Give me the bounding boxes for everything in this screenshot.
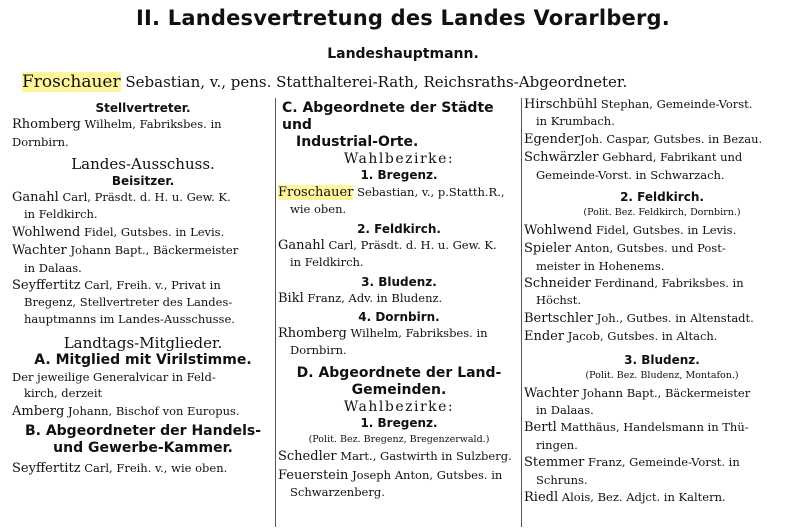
entry-details: Schwarzenberg. <box>290 484 385 499</box>
entry-details: Franz, Gemeinde-Vorst. in <box>588 455 740 470</box>
entry-details: in Dalaas. <box>536 402 594 417</box>
highlighted-name: Froschauer <box>278 184 354 200</box>
entry-details: Jacob, Gutsbes. in Altach. <box>567 329 718 344</box>
entry-details: Wilhelm, Fabriksbes. in <box>84 117 222 132</box>
person-name: Bikl <box>278 291 304 307</box>
person-name: Schwärzler <box>524 150 599 166</box>
person-name: Hirschbühl <box>524 97 598 112</box>
entry-details: Johann Bapt., Bäckermeister <box>70 243 239 258</box>
entry-details: Anton, Gutsbes. und Post- <box>574 241 726 256</box>
entry-details: Dornbirn. <box>290 343 347 358</box>
list-item <box>524 96 800 130</box>
district-header: 1. Bregenz. <box>360 416 438 431</box>
person-name: Ganahl <box>12 190 59 206</box>
entry-details: Carl, Präsdt. d. H. u. Gew. K. <box>62 190 231 205</box>
entry-details: Ferdinand, Fabriksbes. in <box>594 276 744 291</box>
person-name: Feuerstein <box>278 467 349 483</box>
person-name: Riedl <box>524 489 559 505</box>
entry-details: Dornbirn. <box>12 134 69 149</box>
list-item <box>12 242 274 276</box>
person-name: Ganahl <box>278 238 325 254</box>
person-name: Bertl <box>524 420 557 436</box>
list-item <box>12 189 274 223</box>
entry-details: Stephan, Gemeinde-Vorst. <box>600 97 753 111</box>
column-right <box>524 96 800 531</box>
person-name: Wachter <box>524 385 579 401</box>
person-name: Schneider <box>524 276 592 292</box>
entry-details: in Feldkirch. <box>24 207 98 222</box>
entry-details: Gemeinde-Vorst. in Schwarzach. <box>536 167 725 182</box>
entry-details: in Dalaas. <box>24 260 82 275</box>
section-header: Gemeinden. <box>351 381 447 398</box>
list-item <box>524 131 800 148</box>
person-name: Amberg <box>12 403 65 419</box>
section-header: D. Abgeordnete der Land- <box>296 364 502 381</box>
entry-details: ringen. <box>536 437 578 452</box>
district-header: 1. Bregenz. <box>360 168 438 183</box>
district-header: 2. Feldkirch. <box>620 190 704 205</box>
district-header: 3. Bludenz. <box>624 352 700 367</box>
person-name: Bertschler <box>524 310 594 326</box>
section-header: Beisitzer. <box>111 173 175 188</box>
district-subheader: (Polit. Bez. Bregenz, Bregenzerwald.) <box>308 433 490 445</box>
entry-details: in Krumbach. <box>536 114 615 129</box>
section-header: und Gewerbe-Kammer. <box>53 439 233 456</box>
list-item <box>12 460 274 477</box>
list-item <box>524 454 800 488</box>
person-name: Wohlwend <box>524 222 593 238</box>
list-item <box>524 240 800 274</box>
section-header: Wahlbezirke: <box>343 398 455 415</box>
column-divider <box>521 98 522 527</box>
list-item <box>278 325 520 359</box>
page-title: II. Landesvertretung des Landes Vorarlberg. <box>136 6 670 30</box>
section-header: Stellvertreter. <box>95 101 191 115</box>
section-subtitle: Landeshauptmann. <box>327 46 479 62</box>
column-divider <box>275 98 276 527</box>
district-header: 4. Dornbirn. <box>358 309 440 324</box>
section-header: Landes-Ausschuss. <box>71 155 215 174</box>
person-name: Stemmer <box>524 455 585 471</box>
district-header: 3. Bludenz. <box>361 274 437 289</box>
person-name: Wachter <box>12 243 67 259</box>
entry-details: meister in Hohenems. <box>536 258 665 273</box>
entry-details: Schruns. <box>536 472 588 487</box>
list-item <box>278 237 520 271</box>
list-item <box>278 290 520 307</box>
list-item <box>524 275 800 309</box>
entry-details: Höchst. <box>536 293 581 308</box>
entry-details: Joh., Gutbes. in Altenstadt. <box>596 310 754 325</box>
section-header: Landtags-Mitglieder. <box>63 334 223 353</box>
section-header: C. Abgeordnete der Städte und <box>282 100 494 133</box>
section-header: Industrial-Orte. <box>296 134 419 150</box>
entry-details: Fidel, Gutsbes. in Levis. <box>84 224 225 239</box>
entry-details: Wilhelm, Fabriksbes. in <box>350 326 488 341</box>
column-middle <box>278 100 520 531</box>
entry-details: in Feldkirch. <box>290 255 364 270</box>
person-name: Spieler <box>524 241 572 257</box>
entry-details: Franz, Adv. in Bludenz. <box>307 291 443 306</box>
entry-details: Carl, Freih. v., Privat in <box>84 278 221 293</box>
entry-details: Der jeweilige Generalvicar in Feld- <box>12 369 216 384</box>
person-name: Wohlwend <box>12 224 81 240</box>
district-header: 2. Feldkirch. <box>357 221 441 236</box>
landeshauptmann-entry <box>22 72 627 92</box>
person-name: Rhomberg <box>12 117 81 133</box>
list-item <box>524 385 800 419</box>
district-subheader: (Polit. Bez. Bludenz, Montafon.) <box>585 370 739 382</box>
section-header: A. Mitglied mit Virilstimme. <box>34 351 252 368</box>
list-item <box>12 277 274 327</box>
list-item <box>524 419 800 453</box>
entry-details: Johann, Bischof von Europus. <box>67 403 240 418</box>
column-left <box>12 100 274 531</box>
person-name: Schedler <box>278 449 337 465</box>
list-item <box>12 116 274 150</box>
list-item <box>278 448 520 465</box>
section-header: Wahlbezirke: <box>343 151 455 167</box>
entry-details: Joseph Anton, Gutsbes. in <box>352 467 503 482</box>
person-name: Seyffertitz <box>12 278 81 294</box>
entry-details: Sebastian, v., pens. Statthalterei-Rath, Reichsraths-Abgeordneter. <box>125 73 628 91</box>
list-item <box>12 369 274 402</box>
entry-details: Bregenz, Stellvertreter des Landes- <box>24 295 233 310</box>
entry-details: kirch, derzeit <box>24 386 103 401</box>
list-item <box>524 149 800 183</box>
entry-details: Carl, Freih. v., wie oben. <box>84 460 228 475</box>
entry-details: hauptmanns im Landes-Ausschusse. <box>24 311 235 326</box>
entry-details: Alois, Bez. Adjct. in Kaltern. <box>561 489 726 504</box>
entry-details: Matthäus, Handelsmann in Thü- <box>560 420 749 435</box>
list-item <box>12 224 274 241</box>
section-header: B. Abgeordneter der Handels- <box>24 422 262 439</box>
entry-details: Sebastian, v., p.Statth.R., <box>357 184 505 199</box>
entry-details: wie oben. <box>290 202 347 217</box>
list-item <box>278 467 520 501</box>
entry-details: Carl, Präsdt. d. H. u. Gew. K. <box>328 238 497 253</box>
list-item <box>524 328 800 345</box>
list-item <box>524 222 800 239</box>
entry-details: Fidel, Gutsbes. in Levis. <box>596 222 737 237</box>
list-item <box>524 310 800 327</box>
list-item <box>524 489 800 506</box>
highlighted-name: Froschauer <box>22 72 121 92</box>
person-name: Egender <box>524 131 581 147</box>
list-item <box>278 184 520 218</box>
list-item <box>12 403 274 420</box>
district-subheader: (Polit. Bez. Feldkirch, Dornbirn.) <box>583 207 741 219</box>
person-name: Seyffertitz <box>12 460 81 476</box>
entry-details: Johann Bapt., Bäckermeister <box>582 385 751 400</box>
entry-details: Gebhard, Fabrikant und <box>602 150 743 165</box>
person-name: Ender <box>524 329 565 345</box>
entry-details: Mart., Gastwirth in Sulzberg. <box>340 449 512 464</box>
person-name: Rhomberg <box>278 326 347 342</box>
entry-details: Joh. Caspar, Gutsbes. in Bezau. <box>580 131 763 146</box>
